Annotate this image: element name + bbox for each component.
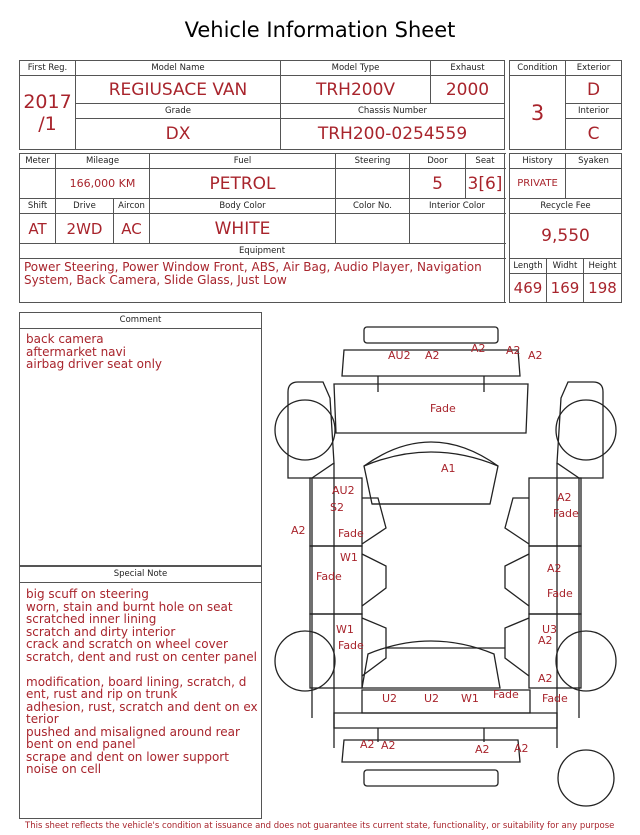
right-rear-wheel: [556, 631, 616, 691]
door-value: 5: [410, 169, 466, 199]
door-label: Door: [410, 154, 466, 169]
equipment-label: Equipment: [20, 244, 505, 259]
right-slide-door: [529, 546, 581, 614]
comment-box: [19, 312, 262, 566]
mark-right-front-door-1: A2: [557, 491, 572, 504]
mark-right-quarter-1: A2: [538, 672, 553, 685]
rear-gate-lower: [334, 713, 557, 728]
special-note-line: big scuff on steering: [26, 587, 149, 601]
mark-left-front-door-1: AU2: [332, 484, 355, 497]
right-front-wheel: [556, 400, 616, 460]
mark-left-fender: A2: [291, 524, 306, 537]
width-label: Widht: [547, 259, 584, 274]
drive-value: 2WD: [56, 214, 114, 244]
first-reg-month: /1: [38, 112, 57, 135]
equipment-value: Power Steering, Power Window Front, ABS, Air Bag, Audio Player, Navigation System, Back Camera, Slide Glass, Just Low: [20, 259, 505, 303]
comment-line: airbag driver seat only: [26, 357, 163, 371]
meter-value: [20, 169, 56, 199]
seat-label: Seat: [466, 154, 505, 169]
mark-rear-bumper-2: A2: [381, 739, 396, 752]
length-value: 469: [510, 274, 547, 303]
vehicle-basic-table: [19, 60, 505, 150]
mark-right-rear-panel-2: A2: [538, 634, 553, 647]
shift-value: AT: [20, 214, 56, 244]
color-no-value: [336, 214, 410, 244]
mark-front-bumper-2: A2: [425, 349, 440, 362]
height-value: 198: [584, 274, 622, 303]
steering-value: [336, 169, 410, 199]
grade-label: Grade: [76, 104, 281, 119]
mark-right-front-door-2: Fade: [553, 507, 579, 520]
meter-label: Meter: [20, 154, 56, 169]
aircon-label: Aircon: [114, 199, 150, 214]
interior-value: C: [566, 119, 622, 150]
interior-color-value: [410, 214, 505, 244]
comment-line: aftermarket navi: [26, 344, 126, 359]
mileage-value: 166,000 KM: [56, 169, 150, 199]
history-label: History: [510, 154, 566, 169]
exhaust-label: Exhaust: [431, 61, 505, 76]
model-name-value: REGIUSACE VAN: [76, 76, 281, 104]
fuel-label: Fuel: [150, 154, 336, 169]
history-value: PRIVATE: [510, 169, 566, 199]
exterior-value: D: [566, 76, 622, 104]
mark-rear-bumper-4: A2: [514, 742, 529, 755]
right-rear-window: [505, 618, 529, 676]
length-label: Length: [510, 259, 547, 274]
left-front-window: [362, 498, 386, 544]
first-reg-year: 2017: [23, 90, 72, 113]
special-note-line: worn, stain and burnt hole on seat: [26, 599, 233, 614]
disclaimer-footer: This sheet reflects the vehicle's condition at issuance and does not guarantee its current state, functionality, or suitability for any purpose: [25, 821, 615, 831]
special-note-line: scratched inner lining: [26, 612, 157, 626]
mark-left-rear-door-2: Fade: [316, 570, 342, 583]
vehicle-spec-table: [19, 153, 505, 303]
comment-line: back camera: [26, 332, 104, 346]
mark-left-rear-panel-2: Fade: [338, 639, 364, 652]
mark-right-quarter-2: Fade: [542, 692, 568, 705]
windshield: [364, 442, 498, 504]
body-color-value: WHITE: [150, 214, 336, 244]
width-value: 169: [547, 274, 584, 303]
color-no-label: Color No.: [336, 199, 410, 214]
mark-front-upper-1: A2: [471, 342, 486, 355]
special-note-line: noise on cell: [26, 762, 102, 776]
mark-rear-bumper-3: A2: [475, 743, 490, 756]
car-outline: [275, 327, 616, 806]
left-slide-window: [362, 554, 386, 606]
right-front-fender: [557, 382, 603, 478]
height-label: Height: [584, 259, 622, 274]
left-rear-wheel: [275, 631, 335, 691]
history-table: [509, 153, 622, 303]
mark-left-rear-panel-1: W1: [336, 623, 354, 636]
right-front-window: [505, 498, 529, 544]
aircon-value: AC: [114, 214, 150, 244]
interior-label: Interior: [566, 104, 622, 119]
chassis-label: Chassis Number: [281, 104, 505, 119]
mark-rear-gate-1: U2: [382, 692, 398, 705]
front-top-bar: [364, 327, 498, 343]
drive-label: Drive: [56, 199, 114, 214]
mark-rear-gate-2: U2: [424, 692, 440, 705]
mark-rear-gate-4: Fade: [493, 688, 519, 701]
mark-front-upper-3: A2: [528, 349, 543, 362]
exterior-label: Exterior: [566, 61, 622, 76]
condition-value: 3: [510, 76, 566, 150]
steering-label: Steering: [336, 154, 410, 169]
mark-rear-gate-3: W1: [461, 692, 479, 705]
chassis-value: TRH200-0254559: [281, 119, 505, 150]
body-inner-lines: [334, 463, 557, 748]
syaken-value: [566, 169, 622, 199]
special-note-line: bent on end panel: [26, 737, 136, 751]
special-note-line: crack and scratch on wheel cover: [26, 637, 228, 651]
mark-left-front-door-3: Fade: [338, 527, 364, 540]
mark-right-rear-panel-1: U3: [542, 623, 558, 636]
mark-front-bumper-1: AU2: [388, 349, 411, 362]
fuel-value: PETROL: [150, 169, 336, 199]
special-note-line: terior: [26, 712, 59, 726]
special-note-line: [26, 663, 255, 676]
mark-right-slide-door-1: A2: [547, 562, 562, 575]
special-note-box: [19, 566, 262, 819]
first-reg-label: First Reg.: [20, 61, 76, 76]
shift-label: Shift: [20, 199, 56, 214]
grade-value: DX: [76, 119, 281, 150]
special-note-line: adhesion, rust, scratch and dent on ex: [26, 699, 258, 714]
spare-wheel: [558, 750, 614, 806]
condition-label: Condition: [510, 61, 566, 76]
mark-windshield: A1: [441, 462, 456, 475]
page-title: Vehicle Information Sheet: [184, 18, 456, 42]
rear-bottom-bar: [364, 770, 498, 786]
comment-lines: [20, 329, 261, 375]
recycle-fee-value: 9,550: [510, 214, 622, 259]
left-front-wheel: [275, 400, 335, 460]
comment-label: Comment: [20, 313, 261, 329]
first-reg-value: [20, 76, 76, 150]
model-type-label: Model Type: [281, 61, 431, 76]
interior-color-label: Interior Color: [410, 199, 505, 214]
special-note-line: modification, board lining, scratch, d: [26, 674, 247, 689]
special-note-line: ent, rust and rip on trunk: [26, 687, 178, 701]
special-note-lines: [20, 583, 261, 780]
mark-rear-bumper-1: A2: [360, 738, 375, 751]
right-slide-window: [505, 554, 529, 606]
recycle-fee-label: Recycle Fee: [510, 199, 622, 214]
exhaust-value: 2000: [431, 76, 505, 104]
mark-front-upper-2: A2: [506, 344, 521, 357]
special-note-line: scratch and dirty interior: [26, 624, 176, 639]
roof-lines: [372, 504, 505, 648]
special-note-label: Special Note: [20, 567, 261, 583]
mark-hood: Fade: [430, 402, 456, 415]
car-damage-diagram: [268, 318, 624, 818]
special-note-line: scratch, dent and rust on center panel: [26, 649, 257, 664]
condition-table: [509, 60, 622, 150]
special-note-line: scrape and dent on lower support: [26, 749, 229, 764]
seat-value: 3[6]: [466, 169, 505, 199]
mark-left-front-door-2: S2: [330, 501, 344, 514]
model-name-label: Model Name: [76, 61, 281, 76]
model-type-value: TRH200V: [281, 76, 431, 104]
mileage-label: Mileage: [56, 154, 150, 169]
mark-left-rear-door-1: W1: [340, 551, 358, 564]
mark-right-slide-door-2: Fade: [547, 587, 573, 600]
left-front-fender: [288, 382, 334, 478]
special-note-line: pushed and misaligned around rear: [26, 724, 240, 739]
body-color-label: Body Color: [150, 199, 336, 214]
syaken-label: Syaken: [566, 154, 622, 169]
